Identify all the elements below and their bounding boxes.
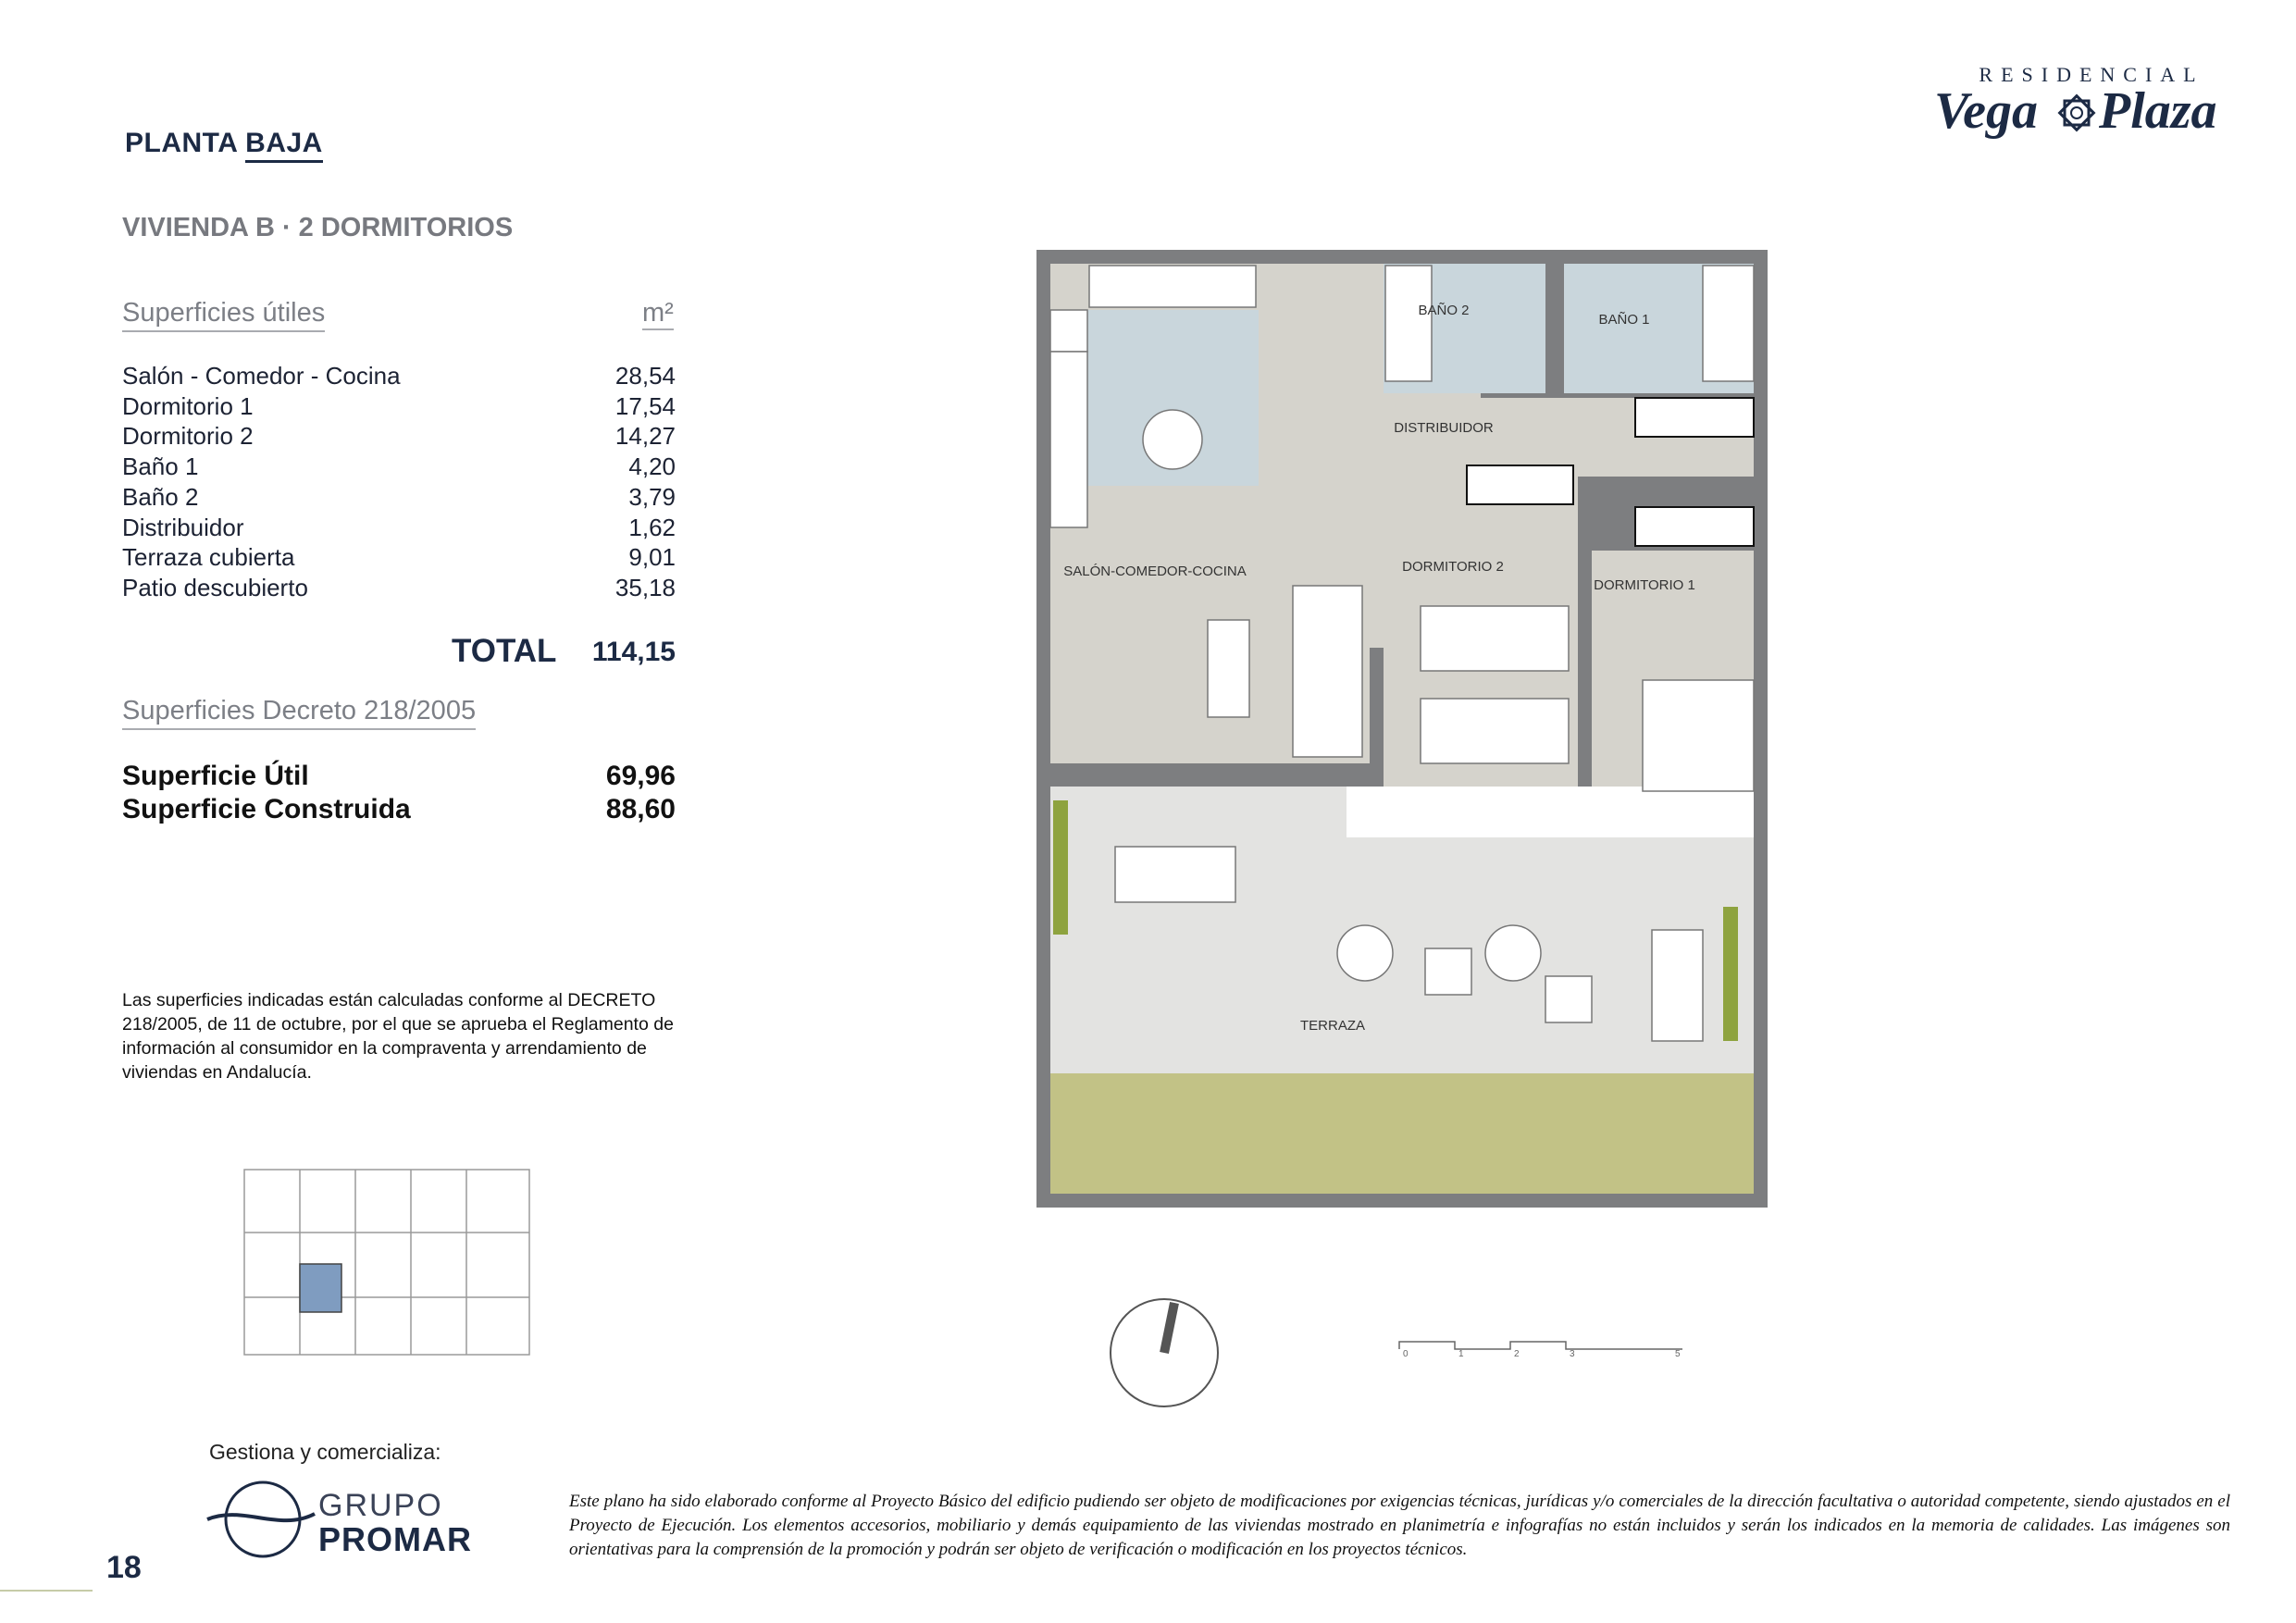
terrace-table	[1115, 847, 1235, 902]
area-label: Baño 1	[122, 452, 199, 480]
brand-word-1: Vega	[1934, 82, 2038, 140]
planter	[1425, 948, 1471, 995]
area-row	[122, 452, 676, 482]
area-unit-label: m²	[642, 298, 674, 330]
built-surface-row	[122, 794, 676, 825]
page-number: 18	[106, 1550, 142, 1585]
bathtub	[1703, 266, 1754, 381]
floor-title	[125, 128, 323, 159]
useful-surface-label: Superficie Útil	[122, 761, 309, 791]
area-value: 28,54	[614, 362, 676, 390]
north-compass-icon	[1107, 1295, 1222, 1410]
patio-floor	[1050, 1073, 1754, 1194]
area-row	[122, 483, 676, 513]
brand-word-2: Plaza	[2099, 82, 2217, 140]
bed	[1421, 606, 1569, 671]
useful-areas-heading: Superficies útiles	[122, 298, 325, 332]
area-value: 14,27	[614, 422, 676, 450]
coffee-table	[1208, 620, 1249, 717]
scale-tick: 1	[1458, 1349, 1464, 1358]
bathtub	[1385, 266, 1432, 381]
area-label: Salón - Comedor - Cocina	[122, 362, 401, 390]
armchair	[1337, 925, 1393, 981]
total-value: 114,15	[591, 637, 676, 667]
planter	[1545, 976, 1592, 1022]
area-value: 35,18	[614, 574, 676, 601]
area-value: 1,62	[628, 514, 676, 541]
unit-highlight	[300, 1264, 341, 1312]
area-label: Terraza cubierta	[122, 543, 295, 571]
wardrobe	[1635, 398, 1754, 437]
area-value: 4,20	[628, 452, 676, 480]
area-label: Baño 2	[122, 483, 199, 511]
useful-surface-value: 69,96	[605, 761, 676, 791]
company-name-line-2: PROMAR	[318, 1520, 472, 1558]
room-label-bedroom-1: DORMITORIO 1	[1594, 577, 1695, 593]
room-label-living: SALÓN-COMEDOR-COCINA	[1063, 564, 1247, 579]
page-number-rule	[0, 1590, 93, 1592]
floor-title-part-b: BAJA	[245, 128, 323, 163]
room-label-bedroom-2: DORMITORIO 2	[1402, 559, 1504, 575]
area-row	[122, 422, 676, 452]
area-value: 9,01	[628, 543, 676, 571]
area-label: Distribuidor	[122, 514, 244, 541]
room-label-bath-1: BAÑO 1	[1598, 312, 1650, 328]
hedge	[1723, 907, 1738, 1041]
area-value: 17,54	[614, 392, 676, 420]
bed	[1643, 680, 1754, 791]
dining-table	[1143, 410, 1202, 469]
area-row	[122, 514, 676, 543]
wardrobe	[1635, 507, 1754, 546]
scale-tick: 2	[1514, 1349, 1520, 1358]
company-name-line-1: GRUPO	[318, 1488, 443, 1523]
armchair	[1485, 925, 1541, 981]
useful-surface-row	[122, 761, 676, 792]
floor-plan	[1032, 245, 1772, 1212]
decree-heading: Superficies Decreto 218/2005	[122, 696, 476, 730]
area-label: Dormitorio 1	[122, 392, 254, 420]
floor-title-part-a: PLANTA	[125, 128, 238, 158]
disclaimer: Este plano ha sido elaborado conforme al Proyecto Básico del edificio pudiendo ser objeto de modificaciones por exigencias técnicas, jurídicas y/o comerciales de la dirección facultativa o autoridad competente, siendo ajustados en el Proyecto de Ejecución. Los elementos accesorios, mobiliario y demás equipamiento de las viviendas mostrado en planimetría e infografías no están incluidos y serán los indicados en la memoria de calidades. Las imágenes son orientativas para la comprensión de la promoción y podrán ser objeto de verificación o modificación en los proyectos técnicos.	[569, 1492, 2230, 1559]
scale-tick: 5	[1675, 1349, 1681, 1358]
side-counter	[1050, 352, 1087, 527]
built-surface-value: 88,60	[605, 794, 676, 824]
kitchen-counter	[1089, 266, 1256, 307]
built-surface-label: Superficie Construida	[122, 794, 411, 824]
total-label: TOTAL	[452, 633, 557, 669]
key-plan	[242, 1168, 531, 1358]
area-row	[122, 362, 676, 391]
brand-star-icon	[2056, 93, 2097, 133]
managed-by-label: Gestiona y comercializa:	[209, 1440, 441, 1464]
room-label-terrace: TERRAZA	[1299, 1018, 1366, 1034]
area-label: Dormitorio 2	[122, 422, 254, 450]
scale-tick: 0	[1403, 1349, 1409, 1358]
sofa	[1293, 586, 1362, 757]
area-row	[122, 574, 676, 603]
scale-tick: 3	[1570, 1349, 1575, 1358]
area-row	[122, 543, 676, 573]
area-row	[122, 392, 676, 422]
lounger	[1652, 930, 1703, 1041]
unit-title: VIVIENDA B · 2 DORMITORIOS	[122, 213, 514, 242]
area-value: 3,79	[628, 483, 676, 511]
room-label-bath-2: BAÑO 2	[1418, 303, 1470, 318]
bed	[1421, 699, 1569, 763]
hedge	[1053, 800, 1068, 935]
brand-subtitle: RESIDENCIAL	[1979, 63, 2204, 86]
wardrobe	[1467, 465, 1573, 504]
area-label: Patio descubierto	[122, 574, 308, 601]
room-label-hall: DISTRIBUIDOR	[1394, 420, 1494, 436]
legal-note: Las superficies indicadas están calculadas conforme al DECRETO 218/2005, de 11 de octubre, por el que se aprueba el Reglamento de información al consumidor en la compraventa y arrendamiento de viviendas en Andalucía.	[122, 990, 674, 1083]
cooktop	[1050, 310, 1087, 352]
scale-bar	[1397, 1332, 1684, 1358]
